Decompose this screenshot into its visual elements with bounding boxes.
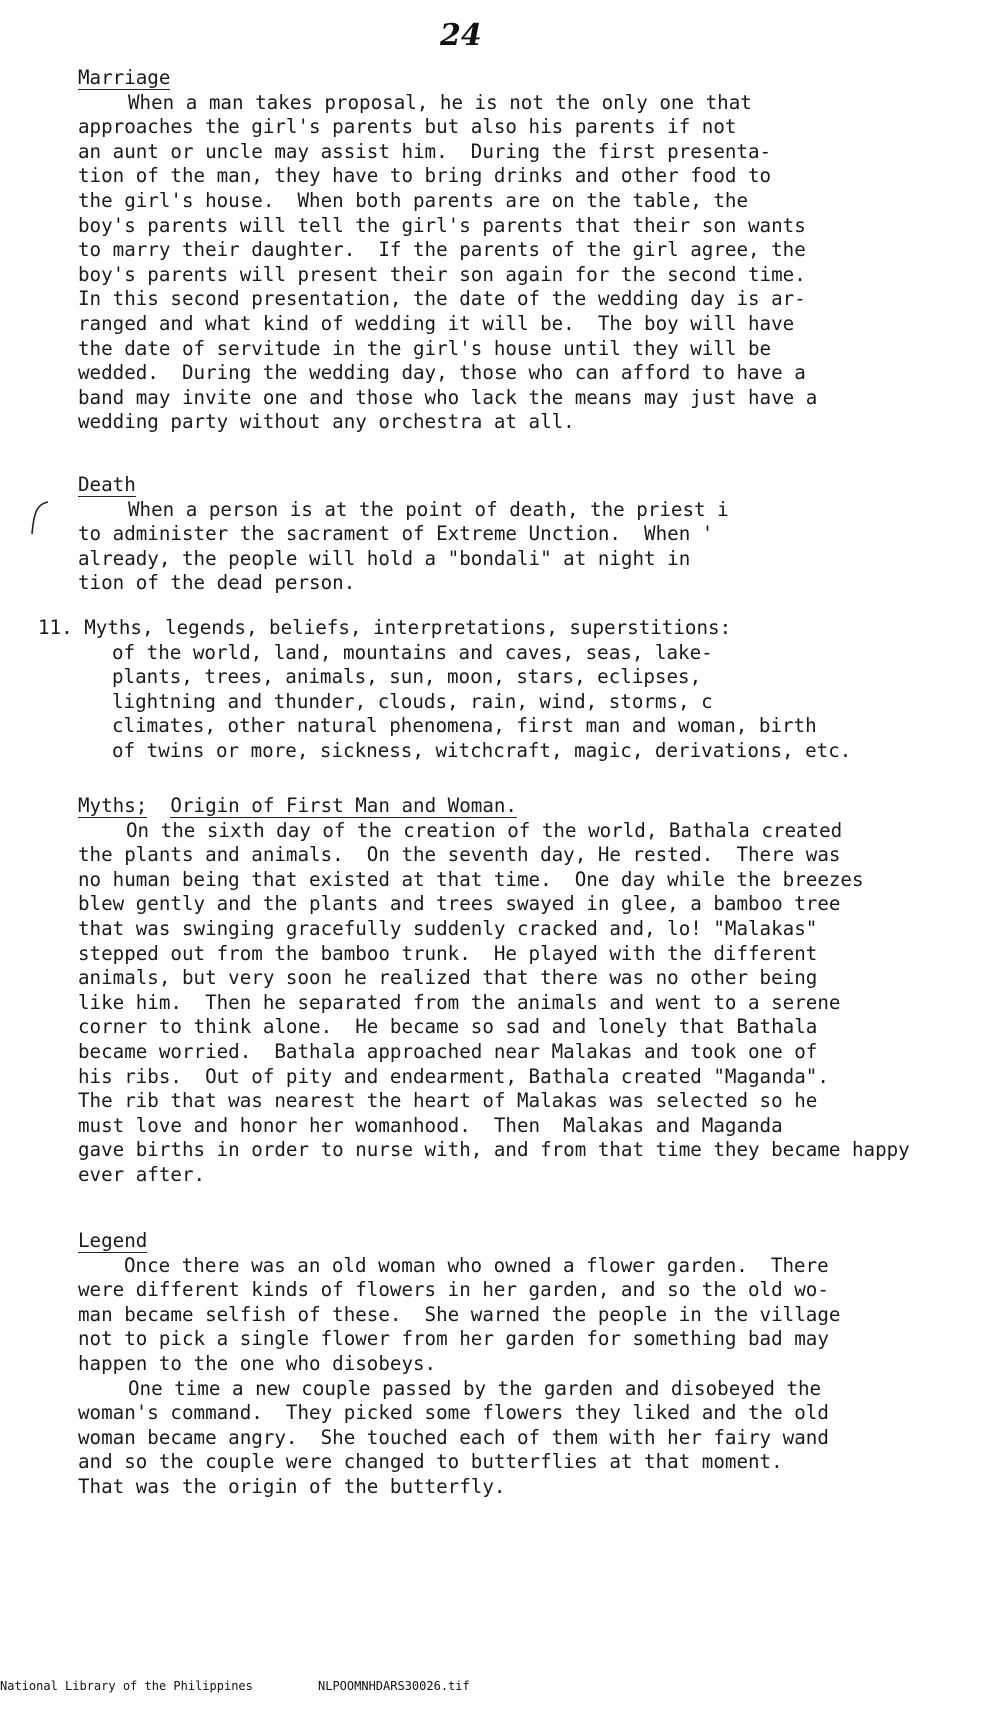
paragraph-line: like him. Then he separated from the animals and went to a serene	[78, 990, 841, 1014]
paragraph-line: wedded. During the wedding day, those who can afford to have a	[78, 361, 806, 385]
paragraph-line: man became selfish of these. She warned the people in the village	[78, 1302, 841, 1326]
paragraph-line: and so the couple were changed to butterflies at that moment.	[78, 1450, 783, 1474]
paragraph-line: band may invite one and those who lack the means may just have a	[78, 385, 818, 409]
heading-death: Death	[78, 473, 136, 496]
paragraph-line: The rib that was nearest the heart of Malakas was selected so he	[78, 1089, 818, 1113]
paragraph-line: must love and honor her womanhood. Then Malakas and Maganda	[78, 1113, 783, 1137]
paragraph-line: ranged and what kind of wedding it will be. The boy will have	[78, 311, 795, 335]
paragraph-line: the plants and animals. On the seventh day, He rested. There was	[78, 843, 841, 867]
heading-myths-label: Myths;	[78, 794, 148, 817]
paragraph-line: of twins or more, sickness, witchcraft, magic, derivations, etc.	[112, 738, 852, 762]
paragraph-line: were different kinds of flowers in her garden, and so the old wo-	[78, 1278, 829, 1302]
paragraph-line: approaches the girl's parents but also his parents if not	[78, 115, 737, 139]
paragraph-line: One time a new couple passed by the garden and disobeyed the	[128, 1376, 822, 1400]
paragraph-line: tion of the man, they have to bring drinks and other food to	[78, 164, 772, 188]
heading-legend: Legend	[78, 1229, 148, 1252]
footer-library: National Library of the Philippines	[0, 1679, 253, 1693]
paragraph-line: no human being that existed at that time. One day while the breezes	[78, 867, 864, 891]
paragraph-line: ever after.	[78, 1162, 206, 1186]
paragraph-line: woman became angry. She touched each of them with her fairy wand	[78, 1425, 829, 1449]
footer-file: NLPOOMNHDARS30026.tif	[318, 1679, 470, 1693]
paragraph-line: his ribs. Out of pity and endearment, Bathala created "Maganda".	[78, 1064, 829, 1088]
paragraph-line: the date of servitude in the girl's house until they will be	[78, 336, 772, 360]
paragraph-line: lightning and thunder, clouds, rain, wind, storms, c	[112, 689, 713, 713]
paragraph-line: to administer the sacrament of Extreme Unction. When '	[78, 522, 714, 546]
footer	[0, 1679, 986, 1735]
paragraph-line: that was swinging gracefully suddenly cracked and, lo! "Malakas"	[78, 916, 818, 940]
paragraph-line: corner to think alone. He became so sad and lonely that Bathala	[78, 1015, 818, 1039]
section-item-11	[38, 616, 934, 764]
section-myths	[78, 794, 928, 1188]
paragraph-line: In this second presentation, the date of the wedding day is ar-	[78, 287, 806, 311]
paragraph-line: blew gently and the plants and trees swayed in glee, a bamboo tree	[78, 892, 841, 916]
paragraph-line: boy's parents will tell the girl's parents that their son wants	[78, 213, 806, 237]
paragraph-line: happen to the one who disobeys.	[78, 1351, 437, 1375]
margin-mark-icon	[28, 500, 50, 536]
paragraph-line: Myths, legends, beliefs, interpretations, superstitions:	[84, 616, 732, 639]
paragraph-line: woman's command. They picked some flowers they liked and the old	[78, 1401, 829, 1425]
paragraph-line: an aunt or uncle may assist him. During the first presenta-	[78, 139, 772, 163]
paragraph-line: animals, but very soon he realized that there was no other being	[78, 966, 818, 990]
paragraph-line: the girl's house. When both parents are on the table, the	[78, 188, 749, 212]
paragraph-line: became worried. Bathala approached near Malakas and took one of	[78, 1039, 818, 1063]
paragraph-line: wedding party without any orchestra at all.	[78, 410, 575, 434]
paragraph-line: not to pick a single flower from her garden for something bad may	[78, 1327, 829, 1351]
paragraph-line: stepped out from the bamboo trunk. He played with the different	[78, 941, 818, 965]
paragraph-line: That was the origin of the butterfly.	[78, 1474, 506, 1498]
paragraph-line: climates, other natural phenomena, first man and woman, birth	[112, 714, 817, 738]
section-death	[78, 473, 928, 596]
heading-marriage: Marriage	[78, 66, 171, 89]
heading-myths-title: Origin of First Man and Woman.	[170, 794, 517, 817]
paragraph-line: When a man takes proposal, he is not the only one that	[128, 90, 752, 114]
paragraph-line: On the sixth day of the creation of the world, Bathala created	[126, 818, 843, 842]
paragraph-line: plants, trees, animals, sun, moon, stars, eclipses,	[112, 665, 702, 689]
paragraph-line: boy's parents will present their son again for the second time.	[78, 262, 806, 286]
paragraph-line: gave births in order to nurse with, and from that time they became happy	[78, 1138, 910, 1162]
paragraph-line: tion of the dead person.	[78, 571, 356, 595]
item-number: 11.	[38, 616, 73, 639]
paragraph-line: to marry their daughter. If the parents of the girl agree, the	[78, 238, 806, 262]
section-legend	[78, 1229, 928, 1500]
paragraph-line: already, the people will hold a "bondali" at night in	[78, 546, 691, 570]
page-number: 24	[440, 18, 482, 53]
paragraph-line: Once there was an old woman who owned a flower garden. There	[124, 1253, 829, 1277]
paragraph-line: When a person is at the point of death, the priest i	[128, 497, 729, 521]
section-marriage	[78, 66, 928, 435]
paragraph-line: of the world, land, mountains and caves, seas, lake-	[112, 640, 713, 664]
